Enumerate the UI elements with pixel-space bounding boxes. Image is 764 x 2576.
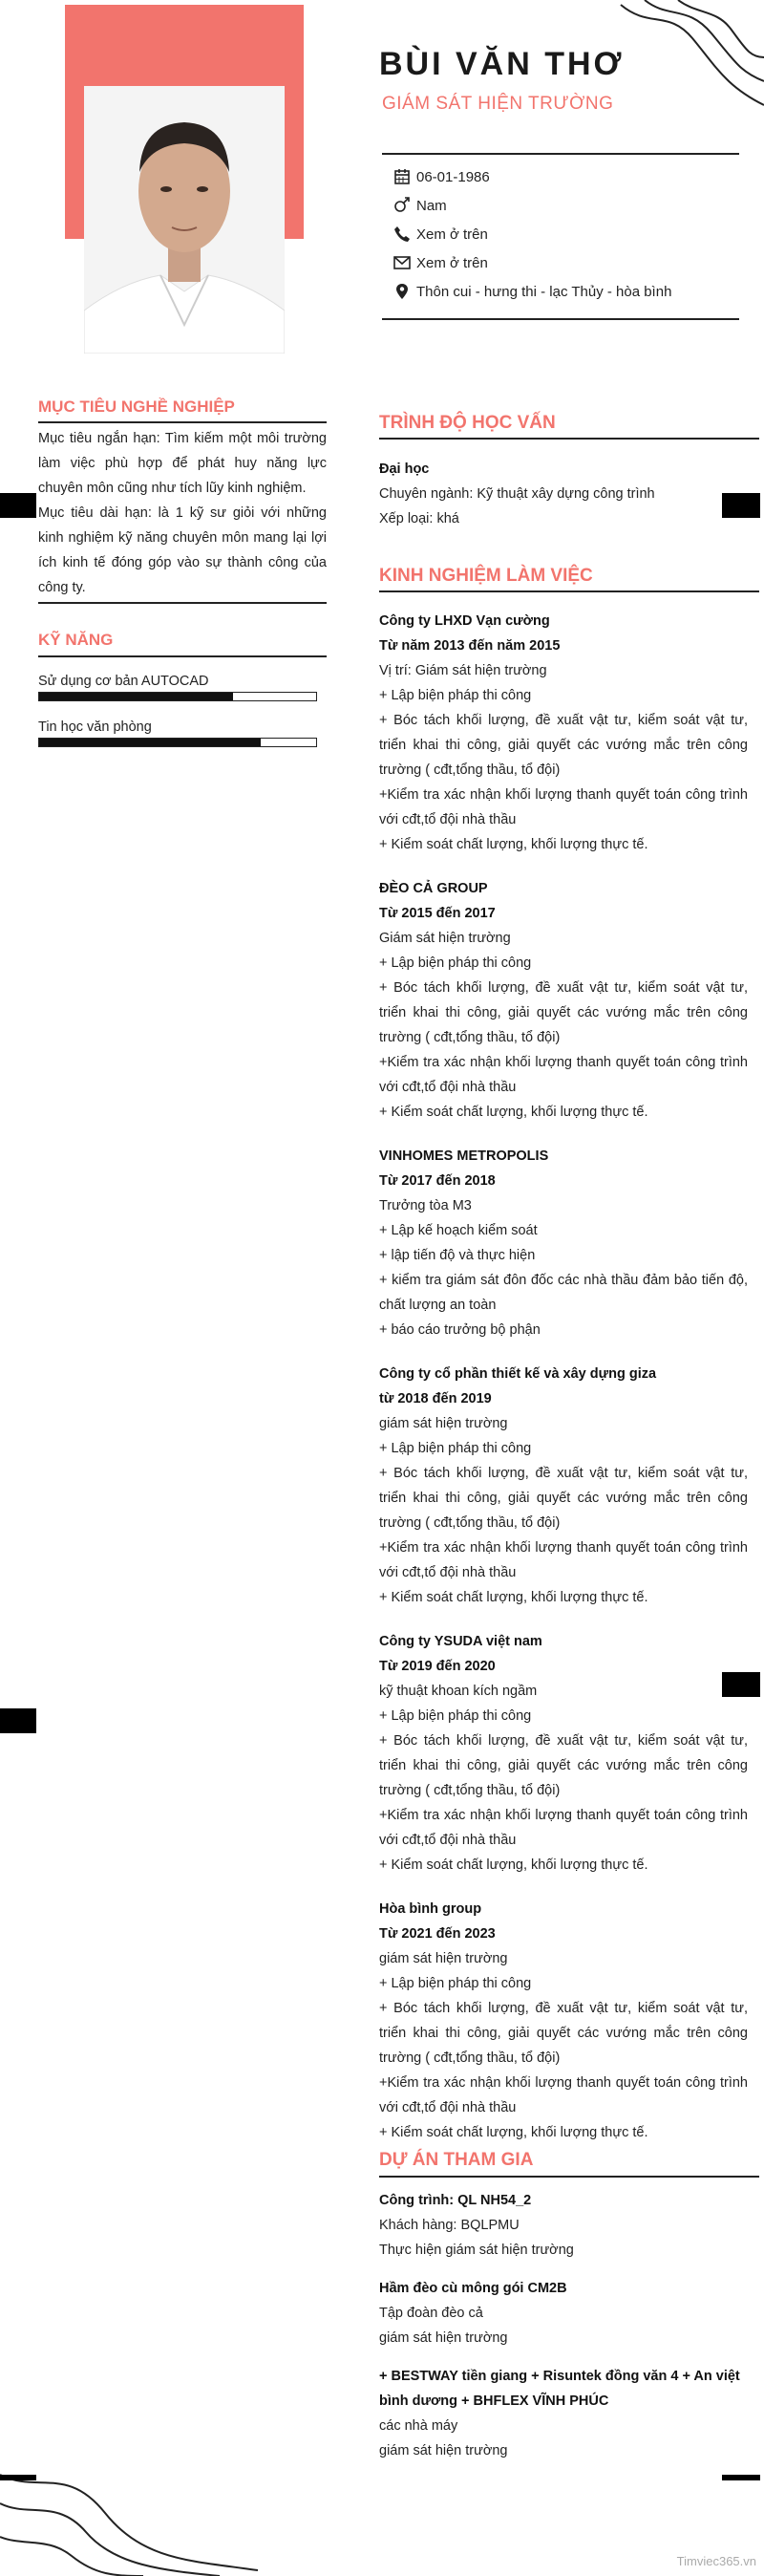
job-detail: + lập tiến độ và thực hiện [379,1248,536,1263]
job-title: GIÁM SÁT HIỆN TRƯỜNG [382,94,614,114]
project-name: Công trình: QL NH54_2 [379,2193,532,2208]
project-list [379,2188,748,2477]
job-detail: + Kiểm soát chất lượng, khối lượng thực tế. [379,837,648,852]
job-detail: +Kiểm tra xác nhận khối lượng thanh quyết toán công trình với cđt,tổ đội nhà thầu [379,1808,748,1848]
job-period: từ 2018 đến 2019 [379,1391,492,1406]
education-school: Đại học [379,462,430,477]
avatar [84,86,285,354]
email-icon [393,254,411,271]
job-detail: + Kiểm soát chất lượng, khối lượng thực tế. [379,1590,648,1605]
job-detail: Giám sát hiện trường [379,931,511,946]
divider [382,153,739,155]
job-detail: + Bóc tách khối lượng, đề xuất vật tư, kiểm soát vật tư, triển khai thi công, giải quyết các vướng mắc trên công trường ( cđt,tổng thầu, tổ đội) [379,980,748,1045]
job-detail: + Lập biện pháp thi công [379,1976,532,1991]
project-detail: Thực hiện giám sát hiện trường [379,2243,574,2258]
divider [38,602,327,604]
projects-heading: DỰ ÁN THAM GIA [379,2150,534,2170]
job-detail: + kiểm tra giám sát đôn đốc các nhà thầu đảm bảo tiến độ, chất lượng an toàn [379,1273,748,1313]
skill-label: Sử dụng cơ bản AUTOCAD [38,674,209,689]
company-name: Công ty YSUDA việt nam [379,1634,542,1649]
job-detail: + Kiểm soát chất lượng, khối lượng thực tế. [379,1105,648,1120]
project-detail: Tập đoàn đèo cả [379,2306,483,2321]
project-item [379,2276,748,2351]
email-text: Xem ở trên [416,254,488,271]
contact-gender [393,197,447,214]
project-detail: các nhà máy [379,2418,458,2434]
decorative-swirl-bottom-left [0,2456,267,2576]
job-detail: + báo cáo trưởng bộ phận [379,1322,541,1338]
page-mark [0,2475,36,2480]
project-detail: Khách hàng: BQLPMU [379,2218,520,2233]
address-text: Thôn cui - hưng thi - lạc Thủy - hòa bình [416,283,672,300]
project-item [379,2188,748,2263]
contact-address [393,283,671,300]
job-detail: +Kiểm tra xác nhận khối lượng thanh quyết toán công trình với cđt,tổ đội nhà thầu [379,2075,748,2115]
project-detail: giám sát hiện trường [379,2330,508,2346]
job-period: Từ 2017 đến 2018 [379,1173,496,1189]
job-detail: +Kiểm tra xác nhận khối lượng thanh quyết toán công trình với cđt,tổ đội nhà thầu [379,1540,748,1580]
job-detail: + Lập biện pháp thi công [379,1708,532,1724]
divider [379,438,759,440]
company-name: VINHOMES METROPOLIS [379,1148,549,1164]
job-detail: + Lập kế hoạch kiểm soát [379,1223,538,1238]
divider [382,318,739,320]
experience-item [379,1629,748,1878]
divider [38,655,327,657]
job-detail: giám sát hiện trường [379,1951,508,1966]
objective-long-term: Mục tiêu dài hạn: là 1 kỹ sư giỏi với những kinh nghiệm kỹ năng chuyên môn mang lại lợi ích kinh tế đóng góp vào sự thành công của công ty. [38,505,327,595]
job-period: Từ 2019 đến 2020 [379,1659,496,1674]
page-mark [0,1708,36,1733]
job-detail: Vị trí: Giám sát hiện trường [379,663,547,678]
job-detail: + Lập biện pháp thi công [379,955,532,971]
job-period: Từ năm 2013 đến năm 2015 [379,638,561,654]
project-item [379,2364,748,2463]
skill-bar-fill [39,739,261,746]
calendar-icon [393,168,411,185]
job-period: Từ 2021 đến 2023 [379,1926,496,1942]
education-major: Chuyên ngành: Kỹ thuật xây dựng công trình [379,486,655,502]
job-detail: +Kiểm tra xác nhận khối lượng thanh quyết toán công trình với cđt,tổ đội nhà thầu [379,1055,748,1095]
experience-item [379,609,748,857]
contact-phone [393,225,488,243]
company-name: Công ty LHXD Vạn cường [379,613,550,629]
phone-text: Xem ở trên [416,225,488,243]
objective-short-term: Mục tiêu ngắn hạn: Tìm kiếm một môi trường làm việc phù hợp để phát huy năng lực chuyên môn cũng như tích lũy kinh nghiệm. [38,431,327,496]
job-detail: + Kiểm soát chất lượng, khối lượng thực tế. [379,2125,648,2140]
project-name: + BESTWAY tiền giang + Risuntek đồng văn 4 + An việt bình dương + BHFLEX VĨNH PHÚC [379,2369,740,2409]
avatar-portrait-icon [84,86,285,354]
page-mark [0,493,36,518]
phone-icon [393,225,411,243]
experience-item [379,1362,748,1610]
skill-bar [38,692,317,701]
location-icon [393,283,411,300]
job-detail: + Lập biện pháp thi công [379,688,532,703]
project-name: Hầm đèo cù mông gói CM2B [379,2281,567,2296]
company-name: Công ty cổ phần thiết kế và xây dựng giza [379,1366,657,1382]
gender-icon [393,197,411,214]
skill-bar [38,738,317,747]
contact-birthdate [393,168,490,185]
objective-heading: MỤC TIÊU NGHỀ NGHIỆP [38,397,235,416]
skills-heading: KỸ NĂNG [38,631,114,649]
job-detail: kỹ thuật khoan kích ngầm [379,1684,538,1699]
birthdate-text: 06-01-1986 [416,168,490,185]
education-grade: Xếp loại: khá [379,511,459,526]
skill-bar-fill [39,693,233,700]
project-detail: giám sát hiện trường [379,2443,508,2458]
skill-label: Tin học văn phòng [38,719,152,735]
experience-item [379,876,748,1125]
gender-text: Nam [416,197,447,214]
experience-item [379,1144,748,1342]
job-detail: + Lập biện pháp thi công [379,1441,532,1456]
divider [379,2176,759,2178]
job-detail: + Bóc tách khối lượng, đề xuất vật tư, kiểm soát vật tư, triển khai thi công, giải quyết các vướng mắc trên công trường ( cđt,tổng thầu, tổ đội) [379,1733,748,1798]
divider [38,421,327,423]
education-heading: TRÌNH ĐỘ HỌC VẤN [379,413,556,433]
job-detail: + Kiểm soát chất lượng, khối lượng thực tế. [379,1857,648,1873]
watermark: Timviec365.vn [676,2554,756,2568]
job-detail: Trưởng tòa M3 [379,1198,472,1213]
education-block [379,457,748,531]
divider [379,590,759,592]
company-name: Hòa bình group [379,1901,482,1917]
job-detail: giám sát hiện trường [379,1416,508,1431]
company-name: ĐÈO CẢ GROUP [379,881,488,896]
job-detail: + Bóc tách khối lượng, đề xuất vật tư, kiểm soát vật tư, triển khai thi công, giải quyết các vướng mắc trên công trường ( cđt,tổng thầu, tổ đội) [379,2001,748,2066]
job-detail: + Bóc tách khối lượng, đề xuất vật tư, kiểm soát vật tư, triển khai thi công, giải quyết các vướng mắc trên công trường ( cđt,tổng thầu, tổ đội) [379,713,748,778]
job-detail: + Bóc tách khối lượng, đề xuất vật tư, kiểm soát vật tư, triển khai thi công, giải quyết các vướng mắc trên công trường ( cđt,tổng thầu, tổ đội) [379,1466,748,1531]
objective-text [38,426,327,600]
job-period: Từ 2015 đến 2017 [379,906,496,921]
experience-heading: KINH NGHIỆM LÀM VIỆC [379,566,593,586]
decorative-swirl-top-right [611,0,764,119]
job-detail: +Kiểm tra xác nhận khối lượng thanh quyết toán công trình với cđt,tổ đội nhà thầu [379,787,748,827]
experience-item [379,1897,748,2145]
contact-email [393,254,488,271]
candidate-name: BÙI VĂN THƠ [379,46,625,82]
experience-list [379,609,748,2164]
